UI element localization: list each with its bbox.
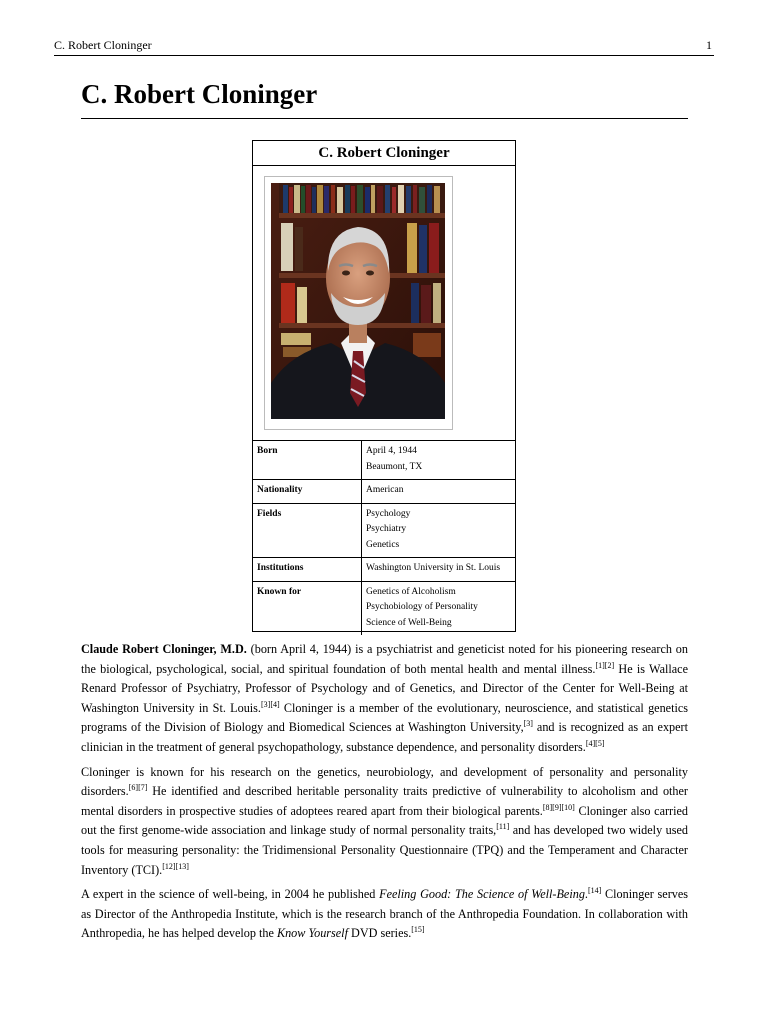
running-header-title: C. Robert Cloninger	[54, 38, 152, 52]
italic-title: Feeling Good: The Science of Well-Being	[379, 887, 585, 902]
subject-name: Claude Robert Cloninger, M.D.	[81, 642, 247, 656]
text-run: .	[584, 887, 588, 902]
infobox-value	[362, 441, 516, 480]
infobox-row	[253, 558, 515, 582]
infobox-value-line: Washington University in St. Louis	[366, 563, 501, 573]
infobox-value-line: April 4, 1944	[366, 446, 417, 456]
infobox-value-line: Psychobiology of Personality	[366, 602, 478, 612]
article-body	[81, 640, 688, 949]
infobox-value-line: Science of Well-Being	[366, 617, 452, 628]
citation-ref[interactable]: [12][13]	[162, 861, 189, 871]
portrait-photo	[271, 183, 445, 419]
citation-ref[interactable]: [4][5]	[585, 738, 605, 748]
infobox-label: Born	[253, 441, 362, 480]
citation-ref[interactable]: [6][7]	[128, 783, 148, 793]
italic-title: Know Yourself	[276, 926, 348, 941]
infobox-value-line: Psychology	[366, 508, 411, 519]
citation-ref[interactable]: [11]	[496, 822, 510, 832]
infobox	[252, 140, 516, 632]
portrait-photo-frame	[264, 176, 453, 430]
citation-ref[interactable]: [3][4]	[260, 699, 280, 709]
text-run: He is Wallace Renard Professor of Psychiatry, Professor of Psychology and of Genetics, and Director of the Center for Well-Being at Washington University in St. Louis.	[81, 661, 688, 715]
page-title: C. Robert Cloninger	[81, 78, 688, 119]
infobox-value-line: Genetics of Alcoholism	[366, 586, 456, 597]
infobox-value	[362, 480, 516, 504]
text-run: He identified and described heritable personality traits predictive of vulnerability to alcoholism and other mental disorders in prospective studies of adoptees reared apart from their biological parents.	[81, 784, 688, 818]
infobox-value	[362, 581, 516, 635]
infobox-row	[253, 581, 515, 635]
paragraph	[81, 885, 688, 944]
paragraph	[81, 640, 688, 758]
citation-ref[interactable]: [8][9][10]	[542, 802, 575, 812]
text-run: Cloninger is a member of the evolutionary, neuroscience, and statistical genetics programs of the Division of Biology and Biomedical Sciences at Washington University,	[81, 700, 688, 735]
infobox-table	[253, 440, 515, 635]
running-header	[54, 37, 714, 56]
text-run: Cloninger serves as Director of the Anthropedia Institute, which is the research branch of the Anthropedia Foundation. In collaboration with Anthropedia, he has helped develop the	[81, 887, 688, 941]
infobox-label: Known for	[253, 581, 362, 635]
citation-ref[interactable]: [14]	[587, 886, 602, 896]
citation-ref[interactable]: [3]	[523, 719, 533, 729]
text-run: Cloninger also carried out the first genome-wide association and linkage study of normal personality traits,	[81, 803, 689, 838]
citation-ref[interactable]: [15]	[411, 925, 425, 935]
paragraph	[81, 763, 688, 881]
text-run: Cloninger is known for his research on the genetics, neurobiology, and development of personality and personality disorders.	[81, 764, 688, 799]
text-run: and is recognized as an expert clinician in the treatment of general psychopathology, substance dependence, and personality disorders.	[81, 720, 688, 754]
text-run: A expert in the science of well-being, in 2004 he published	[81, 887, 380, 902]
infobox-row	[253, 503, 515, 558]
infobox-label: Fields	[253, 503, 362, 558]
infobox-value	[362, 503, 516, 558]
infobox-value	[362, 558, 516, 582]
text-run: and has developed two widely used tools for measuring personality: the Tridimensional Personality Questionnaire (TPQ) and the Temperament and Character Inventory (TCI).	[81, 823, 688, 877]
infobox-row	[253, 441, 515, 480]
infobox-row	[253, 480, 515, 504]
infobox-caption: C. Robert Cloninger	[253, 141, 515, 166]
infobox-value-line: Genetics	[366, 539, 400, 550]
page-number: 1	[706, 38, 712, 52]
infobox-value-line: Psychiatry	[366, 524, 407, 534]
citation-ref[interactable]: [1][2]	[595, 660, 615, 670]
infobox-value-line: Beaumont, TX	[366, 461, 423, 472]
infobox-label: Institutions	[253, 558, 362, 582]
text-run: DVD series.	[347, 926, 412, 941]
text-run: (born April 4, 1944) is a psychiatrist and geneticist noted for his pioneering research on the biological, psychological, social, and spiritual foundation of both mental health and mental illness.	[81, 642, 688, 676]
infobox-value-line: American	[366, 485, 404, 495]
infobox-label: Nationality	[253, 480, 362, 504]
